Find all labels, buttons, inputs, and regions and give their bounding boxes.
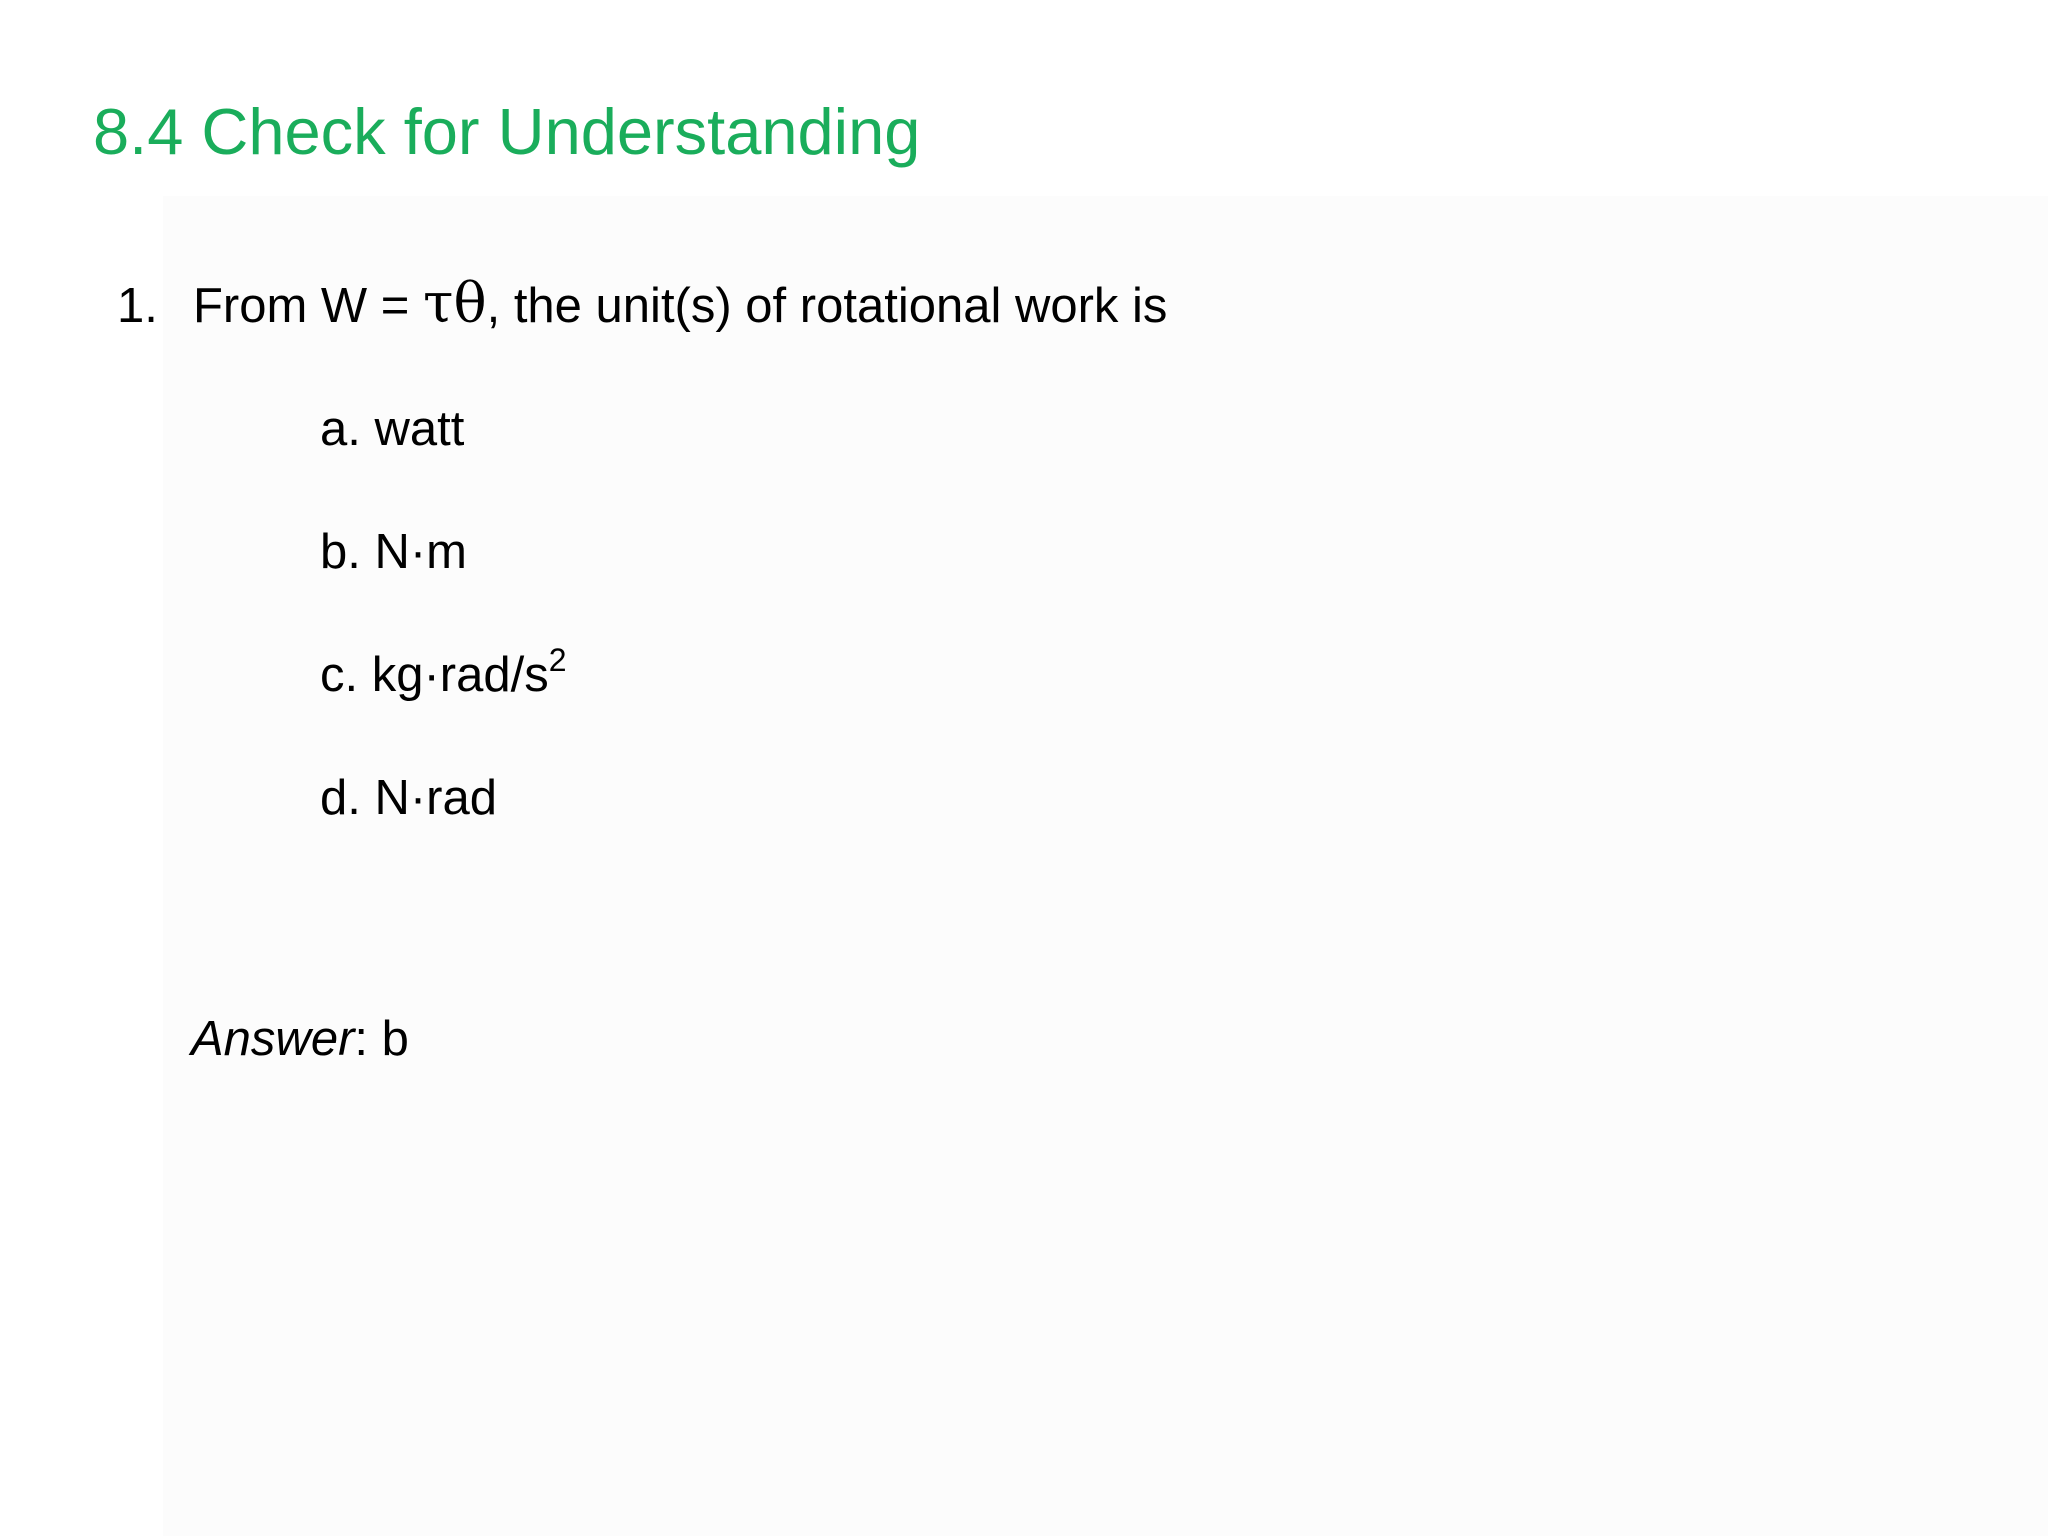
option-a [320,394,464,464]
option-c [320,640,567,710]
slide-title: 8.4 Check for Understanding [93,95,921,168]
theta-symbol: θ [453,271,487,335]
option-b-text: b. N·m [320,525,467,579]
option-b [320,517,467,587]
question-prefix: From W = [193,279,424,333]
option-d [320,763,497,833]
option-c-superscript: 2 [548,642,567,678]
question-1 [117,268,1167,341]
answer-line [191,1004,409,1074]
tau-symbol: τ [423,271,454,335]
option-c-text: c. kg·rad/s [320,648,549,702]
question-number: 1. [117,279,158,333]
answer-separator: : [354,1012,382,1066]
question-suffix: , the unit(s) of rotational work is [486,279,1168,333]
answer-label: Answer [191,1012,355,1066]
option-a-text: a. watt [320,402,465,456]
answer-value: b [381,1012,409,1066]
option-d-text: d. N·rad [320,771,498,825]
